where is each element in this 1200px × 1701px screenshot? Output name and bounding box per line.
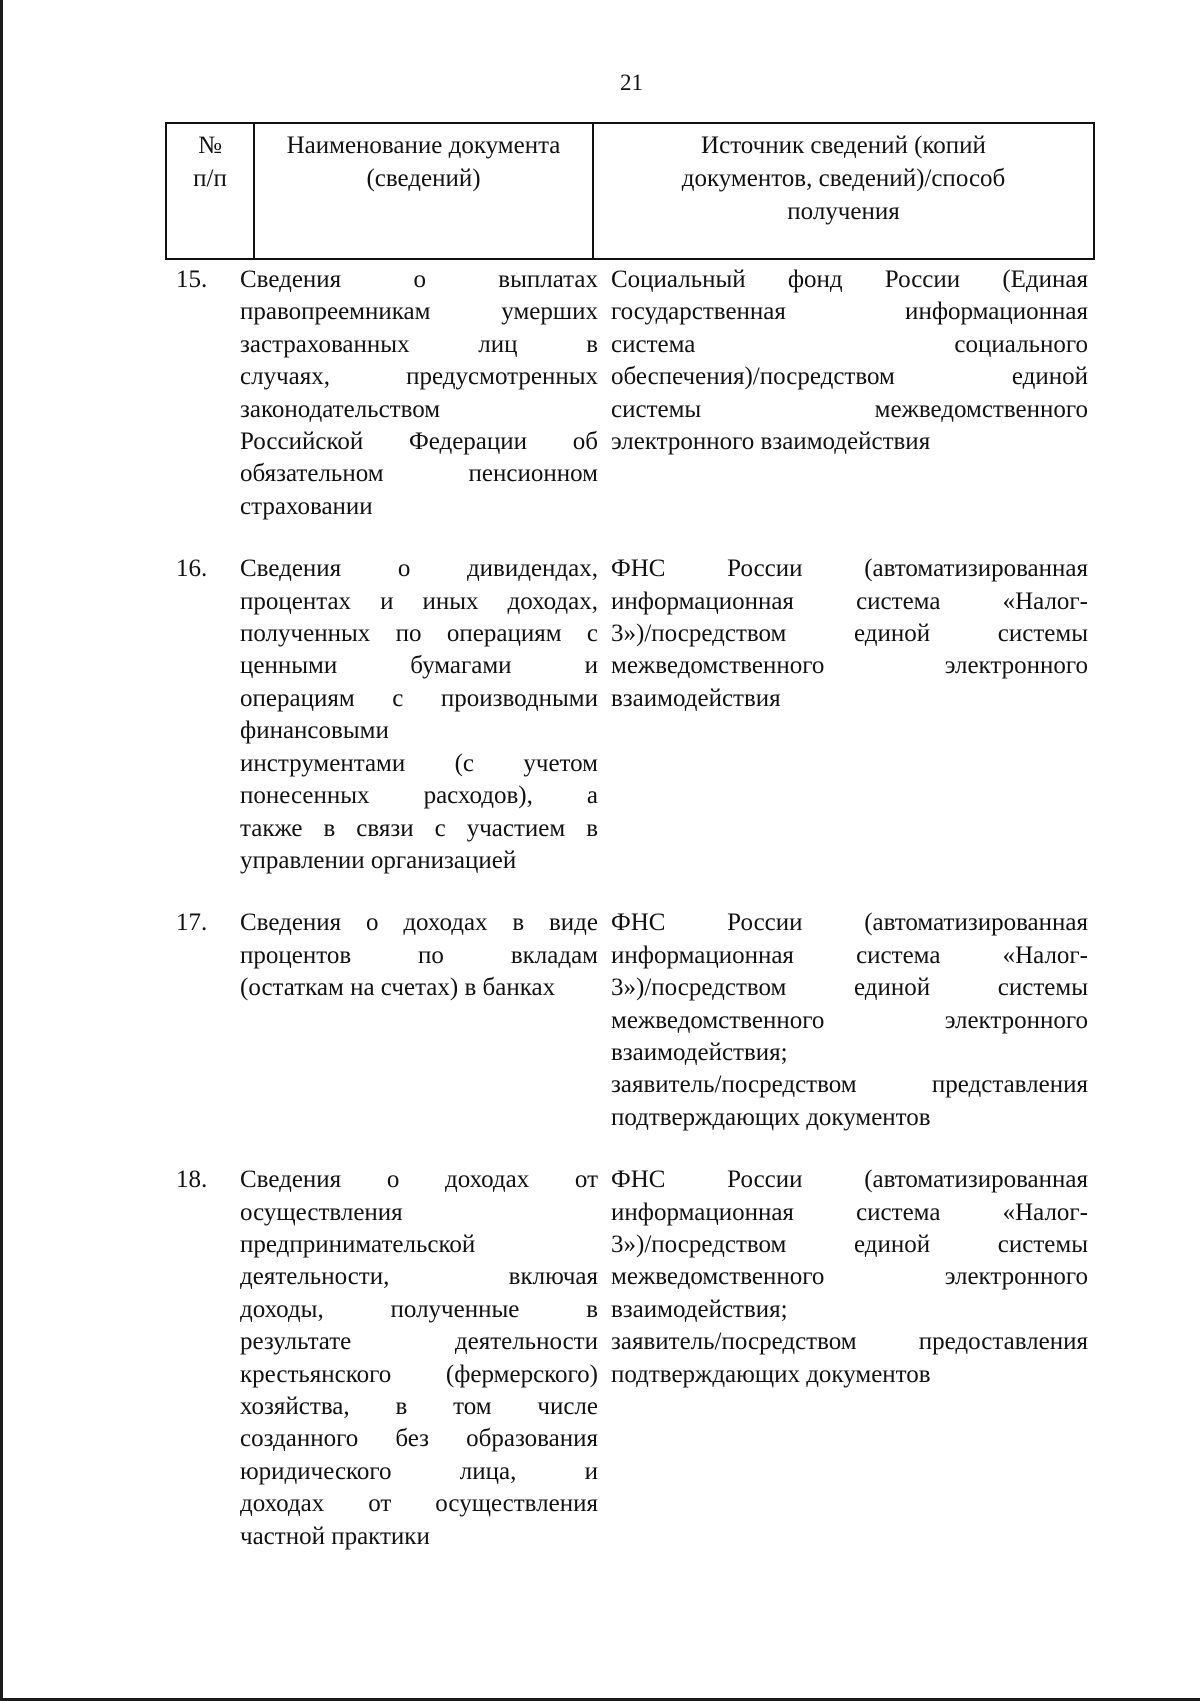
name-line: процентах и иных доходах,	[240, 587, 598, 615]
header-col-source-line: получения	[787, 198, 900, 225]
name-line: юридического лица, и	[240, 1457, 598, 1485]
name-line: финансовыми	[240, 717, 389, 745]
table-row	[176, 1164, 1088, 1553]
source-line: системы межведомственного	[611, 395, 1088, 423]
source-line: взаимодействия;	[611, 1295, 788, 1323]
name-line: осуществления	[240, 1198, 403, 1226]
header-col-document-name-line: (сведений)	[366, 165, 481, 192]
row-document-name	[240, 1164, 598, 1553]
header-col-document-name-line: Наименование документа	[286, 132, 561, 159]
header-col-source-line: Источник сведений (копий	[701, 132, 986, 159]
name-line: процентов по вкладам	[240, 941, 598, 969]
source-line: ФНС России (автоматизированная	[611, 909, 1088, 937]
name-line: Сведения о доходах в виде	[240, 909, 598, 937]
name-line: предпринимательской	[240, 1230, 476, 1258]
name-line: ценными бумагами и	[240, 652, 598, 680]
name-line: Сведения о доходах от	[240, 1166, 598, 1194]
source-line: 3»)/посредством единой системы	[611, 1230, 1088, 1258]
name-line: доходах от осуществления	[240, 1490, 598, 1518]
table-row	[176, 264, 1088, 523]
name-line: созданного без образования	[240, 1425, 598, 1453]
name-line: также в связи с участием в	[240, 814, 598, 842]
name-line: инструментами (с учетом	[240, 749, 598, 777]
source-line: информационная система «Налог-	[611, 587, 1088, 615]
name-line: застрахованных лиц в	[240, 330, 598, 358]
source-line: подтверждающих документов	[611, 1103, 931, 1131]
row-source	[611, 553, 1088, 877]
table-header	[165, 122, 1095, 260]
name-line: операциям с производными	[240, 684, 598, 712]
source-line: 3»)/посредством единой системы	[611, 620, 1088, 648]
name-line: Сведения о выплатах	[240, 266, 598, 293]
name-line: крестьянского (фермерского)	[240, 1360, 598, 1388]
source-line: межведомственного электронного	[611, 1006, 1088, 1034]
name-line: обязательном пенсионном	[240, 460, 598, 488]
row-source	[611, 907, 1088, 1134]
name-line: частной практики	[240, 1522, 430, 1550]
name-line: результате деятельности	[240, 1328, 598, 1356]
row-document-name	[240, 907, 598, 1134]
source-line: информационная система «Налог-	[611, 1198, 1088, 1226]
header-col-source	[593, 123, 1094, 259]
name-line: правопреемникам умерших	[240, 298, 598, 326]
name-line: деятельности, включая	[240, 1263, 598, 1291]
source-line: ФНС России (автоматизированная	[611, 1166, 1088, 1194]
source-line: Социальный фонд России (Единая	[611, 266, 1088, 293]
header-col-number-line: п/п	[193, 165, 227, 192]
table-body	[176, 264, 1088, 1583]
name-line: хозяйства, в том числе	[240, 1393, 598, 1420]
header-col-number-line: №	[198, 132, 222, 159]
row-document-name	[240, 553, 598, 877]
source-line: заявитель/посредством предоставления	[611, 1328, 1088, 1356]
source-line: межведомственного электронного	[611, 652, 1088, 680]
page-number: 21	[620, 70, 643, 95]
source-line: взаимодействия	[611, 684, 781, 712]
row-number: 15.	[176, 266, 208, 293]
name-line: доходы, полученные в	[240, 1295, 598, 1323]
header-col-number	[166, 123, 254, 259]
source-line: заявитель/посредством представления	[611, 1071, 1088, 1099]
source-line: межведомственного электронного	[611, 1263, 1088, 1291]
source-line: государственная информационная	[611, 298, 1088, 326]
table-row	[176, 907, 1088, 1134]
row-number: 18.	[176, 1166, 208, 1194]
name-line: понесенных расходов), а	[240, 782, 598, 810]
name-line: Российской Федерации об	[240, 428, 598, 456]
name-line: законодательством	[240, 395, 441, 423]
row-number: 17.	[176, 909, 208, 937]
scan-edge-left	[0, 0, 3, 1701]
source-line: система социального	[611, 330, 1088, 358]
source-line: подтверждающих документов	[611, 1360, 931, 1388]
name-line: страховании	[240, 492, 373, 520]
name-line: полученных по операциям с	[240, 620, 598, 648]
name-line: Сведения о дивидендах,	[240, 555, 598, 583]
name-line: (остаткам на счетах) в банках	[240, 974, 556, 1002]
name-line: управлении организацией	[240, 846, 517, 874]
row-source	[611, 1164, 1088, 1553]
source-line: электронного взаимодействия	[611, 428, 931, 456]
source-line: взаимодействия;	[611, 1038, 788, 1066]
header-col-source-line: документов, сведений)/способ	[681, 165, 1006, 192]
name-line: случаях, предусмотренных	[240, 363, 598, 391]
header-col-document-name	[254, 123, 593, 259]
row-number: 16.	[176, 555, 208, 583]
row-document-name	[240, 264, 598, 523]
source-line: обеспечения)/посредством единой	[611, 363, 1088, 391]
source-line: 3»)/посредством единой системы	[611, 974, 1088, 1002]
row-source	[611, 264, 1088, 523]
table-row	[176, 553, 1088, 877]
source-line: информационная система «Налог-	[611, 941, 1088, 969]
source-line: ФНС России (автоматизированная	[611, 555, 1088, 583]
